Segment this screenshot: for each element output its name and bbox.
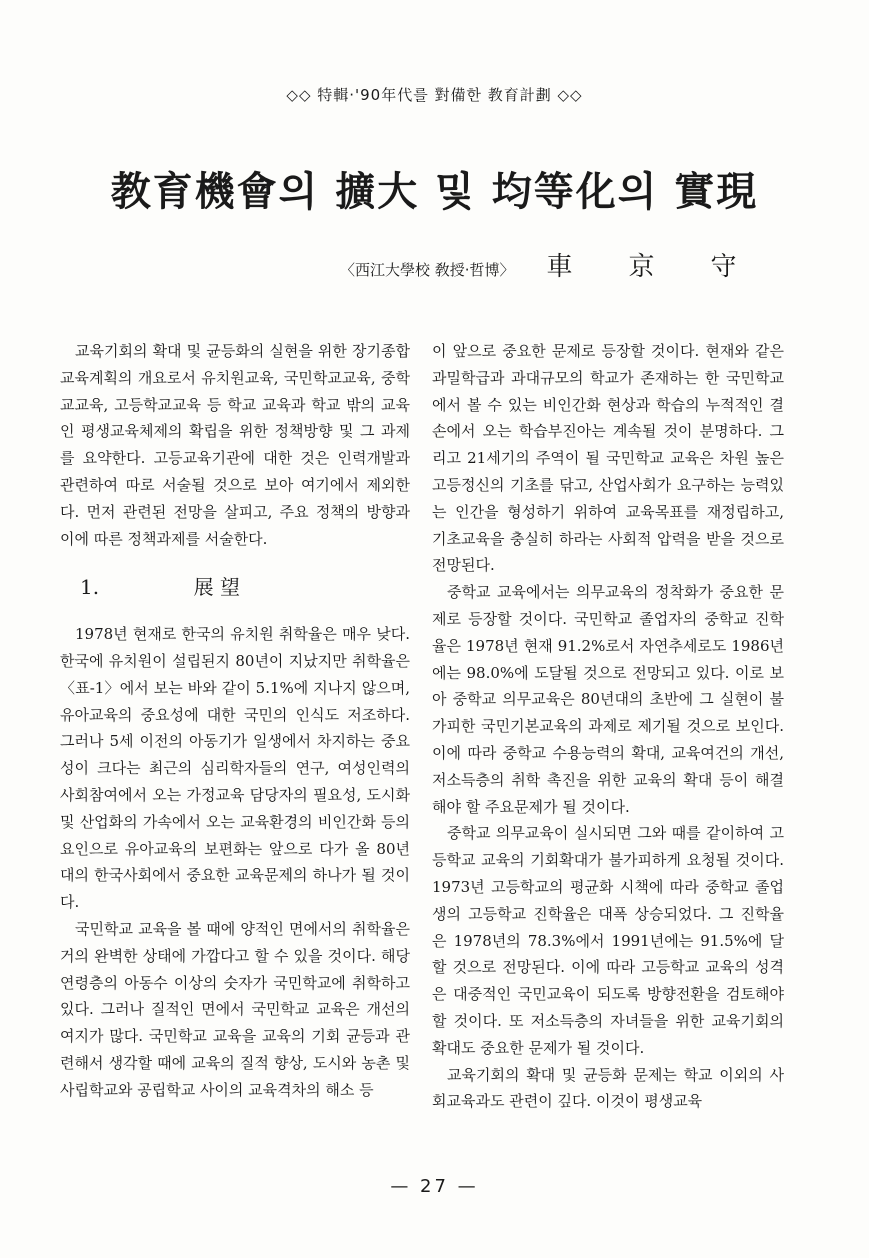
body-paragraph: 중학교 의무교육이 실시되면 그와 때를 같이하여 고등학교 교육의 기회확대가 불가피하게 요청될 것이다. 1973년 고등학교의 평균화 시책에 따라 중학교 졸업생의 고등학교 진학율은 대폭 상승되었다. 그 진학율은 1978년의 78.3%에서 1991년에는 91.5%에 달할 것으로 전망된다. 이에 따라 고등학교 교육의 성격은 대중적인 국민교육이 되도록 방향전환을 검토해야 할 것이다. 또 저소득층의 자녀들을 위한 교육기회의 확대도 중요한 문제가 될 것이다. bbox=[432, 824, 784, 1057]
article-title: 教育機會의 擴大 및 均等化의 實現 bbox=[110, 168, 759, 215]
page-number: — 27 — bbox=[390, 1176, 479, 1197]
author-affiliation: 〈西江大學校 敎授·哲博〉 bbox=[340, 261, 515, 279]
byline bbox=[340, 246, 790, 283]
author-name bbox=[547, 246, 737, 283]
intro-paragraph: 교육기회의 확대 및 균등화의 실현을 위한 장기종합교육계획의 개요로서 유치원교육, 국민학교교육, 중학교교육, 고등학교교육 등 학교 교육과 학교 밖의 교육인 평생교육체제의 확립을 위한 정책방향 및 그 과제를 요약한다. 고등교육기관에 대한 것은 인력개발과 관련하여 따로 서술될 것으로 보아 여기에서 제외한다. 먼저 관련된 전망을 살피고, 주요 정책의 방향과 이에 따른 정책과제를 서술한다. bbox=[60, 342, 410, 548]
body-paragraph: 중학교 교육에서는 의무교육의 정착화가 중요한 문제로 등장할 것이다. 국민학교 졸업자의 중학교 진학율은 1978년 현재 91.2%로서 자연추세로도 1986년에는 98.0%에 도달될 것으로 전망되고 있다. 이로 보아 중학교 의무교육은 80년대의 초반에 그 실현이 불가피한 국민기본교육의 과제로 제기될 것으로 보인다. 이에 따라 중학교 수용능력의 확대, 교육여건의 개선, 저소득층의 취학 촉진을 위한 교육의 확대 등이 해결해야 할 주요문제가 될 것이다. bbox=[432, 583, 784, 816]
author-name-char: 車 bbox=[546, 252, 573, 282]
body-paragraph: 이 앞으로 중요한 문제로 등장할 것이다. 현재와 같은 과밀학급과 과대규모의 학교가 존재하는 한 국민학교에서 볼 수 있는 비인간화 현상과 학습의 누적적인 결손에서 오는 학습부진아는 계속될 것이 분명하다. 그리고 21세기의 주역이 될 국민학교 교육은 차원 높은 고등정신의 기초를 닦고, 산업사회가 요구하는 능력있는 인간을 형성하기 위하여 교육목표를 재정립하고, 기초교육을 충실히 하라는 사회적 압력을 받을 것으로 전망된다. bbox=[432, 342, 784, 575]
author-name-char: 京 bbox=[628, 252, 655, 282]
section-title: 展 望 bbox=[193, 575, 240, 600]
right-column bbox=[432, 338, 784, 1115]
section-number: 1. bbox=[80, 575, 100, 600]
body-paragraph: 국민학교 교육을 볼 때에 양적인 면에서의 취학율은 거의 완벽한 상태에 가깝다고 할 수 있을 것이다. 해당연령층의 아동수 이상의 숫자가 국민학교에 취학하고 있다. 그러나 질적인 면에서 국민학교 교육은 개선의 여지가 많다. 국민학교 교육을 교육의 기회 균등과 관련해서 생각할 때에 교육의 질적 향상, 도시와 농촌 및 사립학교와 공립학교 사이의 교육격차의 해소 등 bbox=[60, 919, 410, 1099]
author-name-char: 守 bbox=[710, 252, 737, 282]
body-paragraph: 1978년 현재로 한국의 유치원 취학율은 매우 낮다. 한국에 유치원이 설립된지 80년이 지났지만 취학율은 〈표-1〉에서 보는 바와 같이 5.1%에 지나지 않으며, 유아교육의 중요성에 대한 국민의 인식도 저조하다. 그러나 5세 이전의 아동기가 일생에서 차지하는 중요성이 크다는 최근의 심리학자들의 연구, 여성인력의 사회참여에서 오는 가정교육 담당자의 필요성, 도시화 및 산업화의 가속에서 오는 교육환경의 비인간화 등의 요인으로 유아교육의 보편화는 앞으로 다가 올 80년대의 한국사회에서 중요한 교육문제의 하나가 될 것이다. bbox=[60, 625, 410, 912]
left-column bbox=[60, 338, 410, 1104]
running-header: ◇◇ 特輯·'90年代를 對備한 教育計劃 ◇◇ bbox=[286, 86, 583, 104]
body-paragraph: 교육기회의 확대 및 균등화 문제는 학교 이외의 사회교육과도 관련이 깊다. 이것이 평생교육 bbox=[432, 1065, 784, 1111]
section-heading bbox=[80, 574, 240, 601]
